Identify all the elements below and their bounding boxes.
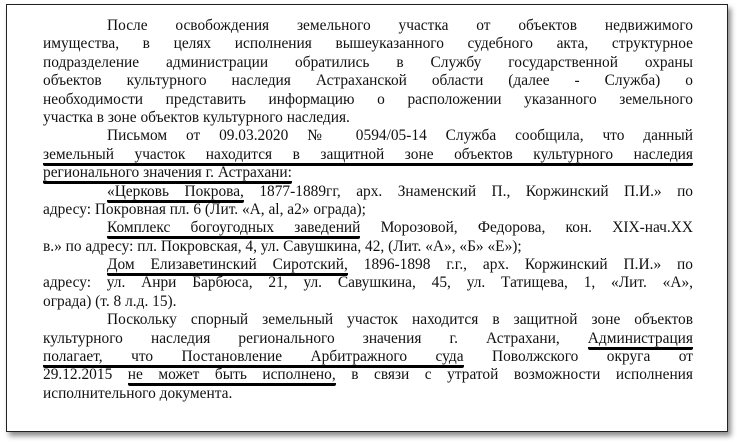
text-line — [43, 366, 693, 384]
underlined-phrase: не может быть исполнено, — [128, 366, 336, 386]
underlined-phrase: «Церковь Покрова, — [107, 183, 244, 203]
text-segment: 1896-1898 г.г., арх. Коржинский П.И.» по — [347, 256, 693, 274]
text-line: имущества, в целях исполнения вышеуказанного судебного акта, структурное — [43, 35, 693, 53]
text-line: объектов культурного наследия Астраханской области (далее - Служба) о — [43, 72, 693, 90]
text-line — [43, 183, 693, 201]
text-line — [43, 146, 693, 164]
text-line — [43, 219, 693, 237]
text-line — [43, 348, 693, 366]
underlined-phrase: Администрация — [588, 330, 693, 350]
text-line: необходимости представить информацию о расположении указанного земельного — [43, 90, 693, 108]
text-line: После освобождения земельного участка от объектов недвижимого — [107, 17, 693, 34]
text-line: адресу: ул. Анри Барбюса, 21, ул. Савушкина, 45, ул. Татищева, 1, «Лит. «А», — [43, 274, 693, 292]
text-line: ограда) (т. 8 л.д. 15). — [43, 292, 177, 310]
text-line: адресу: Покровная пл. 6 (Лит. «А, al, a2» ограда); — [43, 200, 366, 218]
text-line — [43, 164, 693, 182]
document-frame — [6, 4, 728, 432]
underlined-phrase: Комплекс богоугодных заведений — [107, 219, 360, 239]
text-line: в.» по адресу: пл. Покровская, 4, ул. Савушкина, 42, (Лит. «А», «Б» «Е»); — [43, 237, 522, 255]
underlined-phrase: земельный участок находится в защитной зоне объектов культурного наследия — [43, 146, 693, 166]
text-line: Поскольку спорный земельный участок находится в защитной зоне объектов — [107, 311, 693, 329]
underlined-phrase: полагает, что Постановление Арбитражного суда — [43, 348, 464, 368]
document-text — [43, 17, 693, 403]
text-line — [43, 330, 693, 348]
text-line: Письмом от 09.03.2020 № 0594/05-14 Служба сообщила, что данный — [107, 127, 693, 145]
text-segment: 29.12.2015 — [43, 366, 128, 384]
underlined-phrase: Дом Елизаветинский Сиротский, — [107, 256, 348, 276]
text-segment: в связи с утратой возможности исполнения — [335, 366, 693, 384]
text-segment: Поволжского округа от — [463, 348, 693, 366]
text-line: подразделение администрации обратились в Службу государственной охраны — [43, 53, 693, 71]
text-line: исполнительного документа. — [43, 384, 233, 402]
text-segment: культурного наследия регионального значения г. Астрахани, — [43, 329, 588, 347]
text-segment: Морозовой, Федорова, кон. XIX-нач.XX — [360, 219, 693, 237]
text-line: участка в зоне объектов культурного наследия. — [43, 108, 350, 126]
underlined-phrase: регионального значения г. Астрахани: — [43, 164, 292, 184]
text-segment: 1877-1889гг, арх. Знаменский П., Коржинский П.И.» по — [243, 182, 694, 200]
text-line — [43, 256, 693, 274]
